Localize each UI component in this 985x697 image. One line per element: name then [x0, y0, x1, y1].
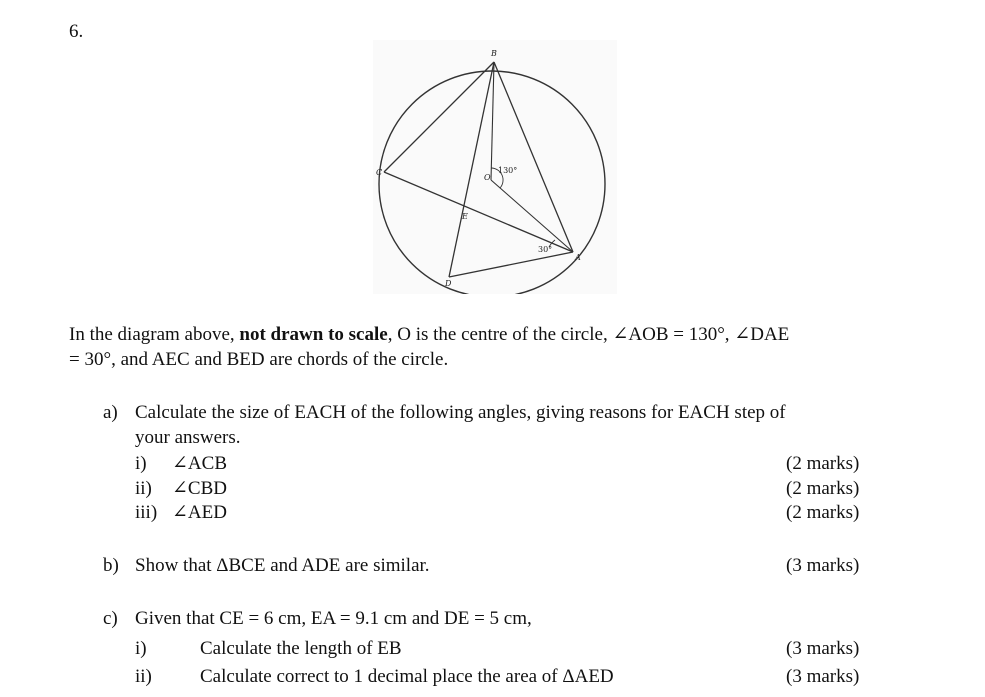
part-c-text: Given that CE = 6 cm, EA = 9.1 cm and DE = 5 cm, — [135, 608, 532, 629]
part-b-text: Show that ΔBCE and ADE are similar. — [135, 555, 430, 576]
part-c-item-text: Calculate the length of EB — [200, 638, 402, 659]
part-a-item-marks: (2 marks) — [786, 478, 860, 499]
part-c-label: c) — [103, 608, 118, 629]
part-a-item-marks: (2 marks) — [786, 453, 860, 474]
part-b-marks: (3 marks) — [786, 555, 860, 576]
intro-text-part2: , O is the centre of the circle, ∠AOB = 130°, ∠DAE — [387, 324, 790, 345]
circle-diagram — [373, 40, 617, 294]
point-a-label: A — [575, 253, 581, 262]
part-c-item-marks: (3 marks) — [786, 666, 860, 687]
part-b-label: b) — [103, 555, 119, 576]
part-c-item-marks: (3 marks) — [786, 638, 860, 659]
point-o-label: O — [484, 173, 491, 182]
part-a-label: a) — [103, 402, 118, 423]
point-b-label: B — [491, 49, 497, 58]
part-c-item-num: i) — [135, 638, 147, 659]
question-number: 6. — [69, 21, 84, 42]
part-a-item-marks: (2 marks) — [786, 502, 860, 523]
part-c-item-text: Calculate correct to 1 decimal place the area of ΔAED — [200, 666, 614, 687]
part-a-item-num: ii) — [135, 478, 152, 499]
angle-aob-label: 130° — [498, 166, 518, 175]
intro-line-1 — [69, 323, 789, 347]
point-d-label: D — [445, 279, 452, 288]
part-a-item-text: ∠CBD — [172, 478, 227, 499]
intro-line-2: = 30°, and AEC and BED are chords of the circle. — [69, 349, 449, 370]
intro-emphasis: not drawn to scale — [239, 324, 388, 345]
angle-dae-label: 30° — [538, 245, 553, 254]
part-a-line-1: Calculate the size of EACH of the following angles, giving reasons for EACH step of — [135, 402, 786, 423]
part-c-item-num: ii) — [135, 666, 152, 687]
part-a-item-num: i) — [135, 453, 147, 474]
point-e-label: E — [462, 212, 468, 221]
intro-text-part1: In the diagram above, — [69, 324, 240, 345]
point-c-label: C — [376, 168, 383, 177]
part-a-item-text: ∠ACB — [172, 453, 227, 474]
part-a-line-2: your answers. — [135, 427, 241, 448]
part-a-item-num: iii) — [135, 502, 158, 523]
part-a-item-text: ∠AED — [172, 502, 227, 523]
